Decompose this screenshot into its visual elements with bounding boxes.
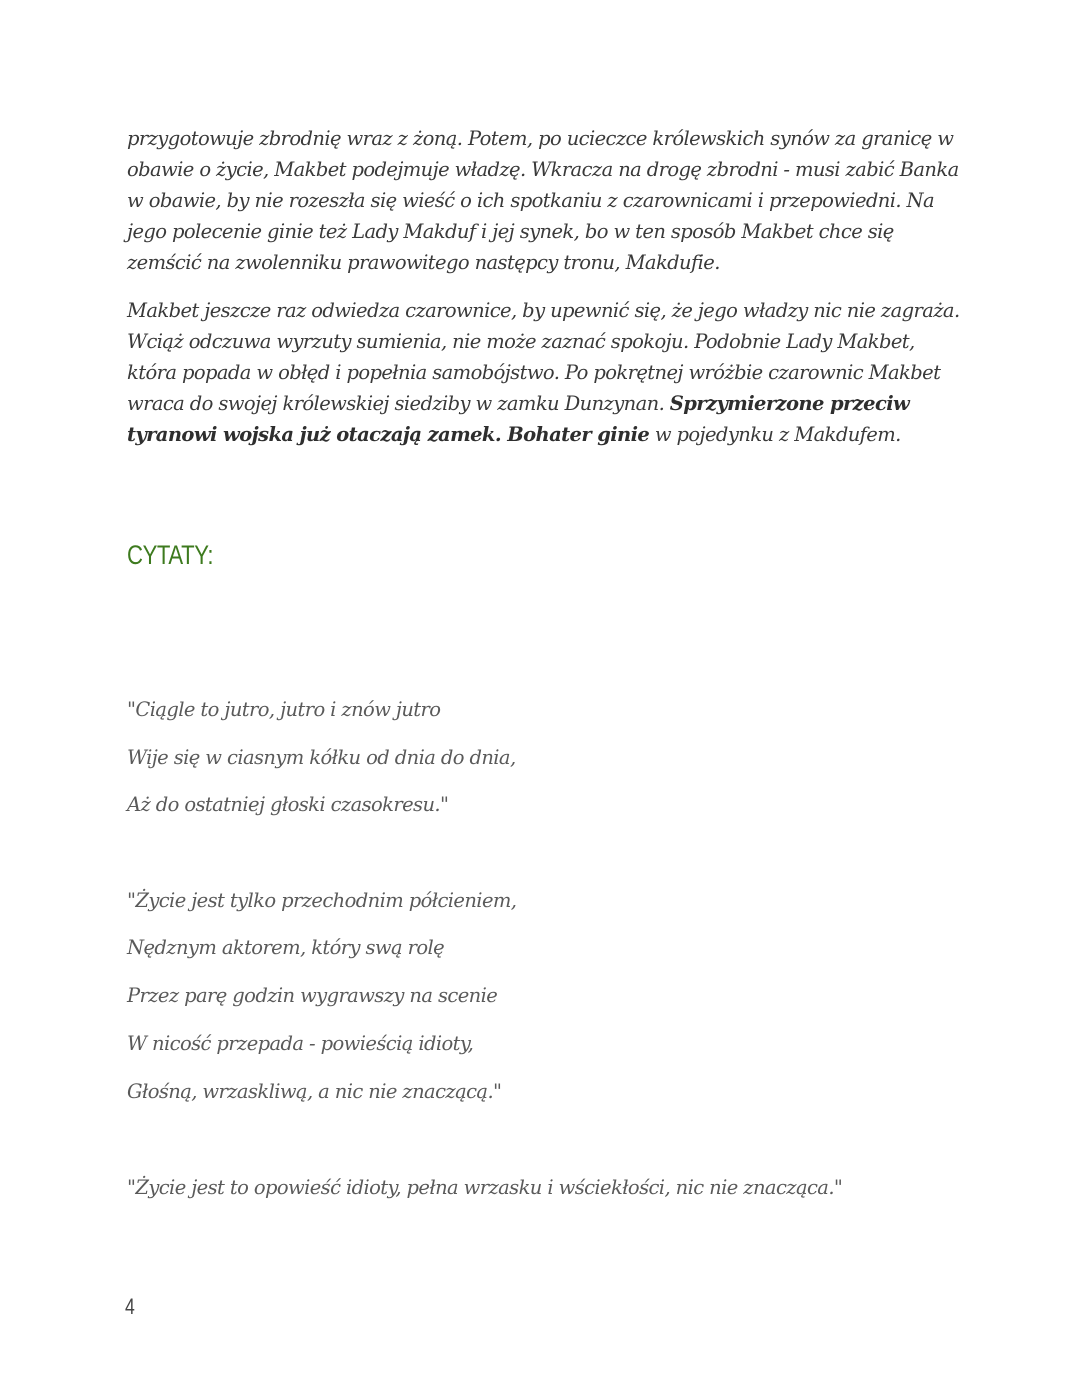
body-paragraph-2 [127,295,962,450]
quote-1-line-3: Aż do ostatniej głoski czasokresu." [127,793,449,816]
paragraph-text: w pojedynku z Makdufem. [649,423,901,446]
quote-2-line-1: "Życie jest tylko przechodnim półcieniem, [127,889,517,912]
quote-2-line-5: Głośną, wrzaskliwą, a nic nie znaczącą." [127,1080,502,1103]
quote-2-line-4: W nicość przepada - powieścią idioty, [127,1032,474,1055]
quote-2-line-2: Nędznym aktorem, który swą rolę [127,936,445,959]
quote-1-line-1: "Ciągle to jutro, jutro i znów jutro [127,698,441,721]
paragraph-bold-text: Sprzymierzone przeciw tyranowi wojska już otaczają zamek. Bohater ginie [127,392,910,446]
paragraph-text: Makbet jeszcze raz odwiedza czarownice, by upewnić się, że jego władzy nic nie zagraża. Wciąż odczuwa wyrzuty sumienia, nie może zaznać spokoju. Podobnie Lady Makbet, która popada w obłęd i popełnia samobójstwo. Po pokrętnej wróżbie czarownic Makbet wraca do swojej królewskiej siedziby w zamku Dunzynan. [127,299,960,415]
body-paragraph-1 [127,123,962,278]
paragraph-text: przygotowuje zbrodnię wraz z żoną. Potem, po ucieczce królewskich synów za granicę w obawie o życie, Makbet podejmuje władzę. Wkracza na drogę zbrodni - musi zabić Banka w obawie, by nie rozeszła się wieść o ich spotkaniu z czarownicami i przepowiedni. Na jego polecenie ginie też Lady Makduf i jej synek, bo w ten sposób Makbet chce się zemścić na zwolenniku prawowitego następcy tronu, Makdufie. [127,127,959,274]
section-heading-quotes: CYTATY: [127,540,214,570]
page-number: 4 [125,1294,135,1319]
quote-1-line-2: Wije się w ciasnym kółku od dnia do dnia, [127,746,516,769]
quote-2-line-3: Przez parę godzin wygrawszy na scenie [127,984,498,1007]
quote-3-line-1: "Życie jest to opowieść idioty, pełna wrzasku i wściekłości, nic nie znacząca." [127,1176,843,1199]
